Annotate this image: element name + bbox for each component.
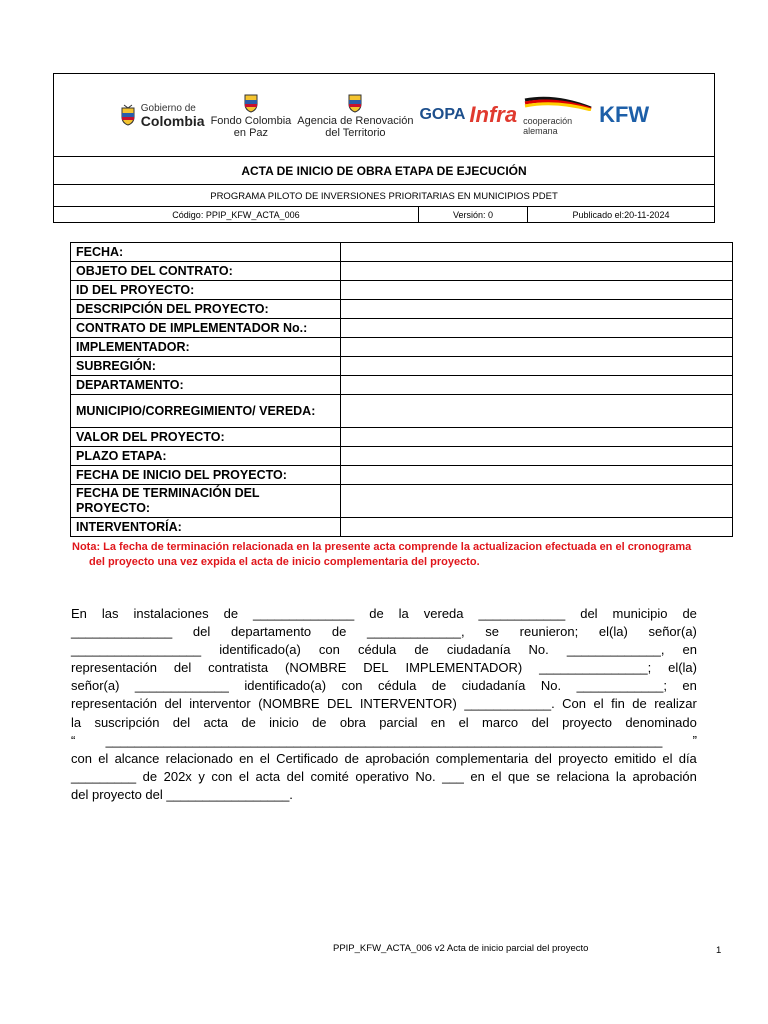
logo-text: alemana — [523, 125, 558, 136]
agencia-renovacion-logo — [297, 91, 413, 139]
table-row — [71, 485, 733, 518]
table-row — [71, 262, 733, 281]
body-paragraph — [71, 605, 697, 804]
table-row — [71, 338, 733, 357]
kfw-logo — [599, 102, 649, 128]
document-version: Versión: 0 — [419, 207, 528, 222]
paragraph-line — [71, 677, 697, 695]
field-value[interactable] — [341, 466, 733, 485]
paragraph-line — [71, 641, 697, 659]
paragraph-word: ____________; — [576, 678, 667, 694]
field-value[interactable] — [341, 395, 733, 428]
paragraph-word: del — [164, 696, 182, 712]
paragraph-word: parcial — [379, 714, 418, 730]
paragraph-word: en — [430, 714, 446, 730]
paragraph-word: de — [142, 768, 158, 784]
program-name: PROGRAMA PILOTO DE INVERSIONES PRIORITARIAS EN MUNICIPIOS PDET — [54, 185, 714, 207]
field-label: INTERVENTORÍA: — [71, 518, 341, 537]
paragraph-word: representación — [71, 660, 157, 676]
cooperacion-alemana-logo — [523, 95, 593, 136]
paragraph-word: DEL — [327, 696, 353, 712]
paragraph-line — [71, 623, 697, 641]
field-value[interactable] — [341, 243, 733, 262]
gopa-infra-logo — [419, 102, 517, 128]
paragraph-word: municipio — [612, 606, 668, 621]
paragraph-word: del proyecto del _________________. — [71, 786, 293, 802]
field-value[interactable] — [341, 518, 733, 537]
paragraph-word: proyecto — [562, 714, 612, 730]
paragraph-word: comité — [310, 768, 349, 784]
paragraph-word: DEL — [363, 660, 389, 676]
note-line: del proyecto una vez expida el acta de inicio complementaria del proyecto. — [89, 556, 480, 568]
document-code: Código: PPIP_KFW_ACTA_006 — [54, 207, 419, 222]
field-value[interactable] — [341, 300, 733, 319]
paragraph-word: ciudadanía — [446, 642, 511, 658]
table-row — [71, 357, 733, 376]
table-row — [71, 428, 733, 447]
note-line: Nota: La fecha de terminación relacionada en la presente acta comprende la actualizacion efectuada en el cronograma — [72, 541, 692, 553]
paragraph-word: No. — [528, 642, 549, 658]
paragraph-word: interventor — [189, 696, 251, 712]
table-row — [71, 376, 733, 395]
paragraph-word: departamento — [230, 624, 312, 640]
paragraph-word: alcance — [114, 750, 160, 766]
paragraph-word: se — [485, 624, 499, 640]
paragraph-word: ____________. — [464, 696, 555, 712]
paragraph-word: contratista — [208, 660, 269, 676]
paragraph-word: fin — [611, 696, 625, 712]
paragraph-word: representación — [71, 696, 157, 712]
table-row — [71, 300, 733, 319]
footer-text: PPIP_KFW_ACTA_006 v2 Acta de inicio parcial del proyecto — [333, 943, 589, 954]
table-row — [71, 281, 733, 300]
colombia-crest-icon — [242, 91, 260, 113]
paragraph-word: acta — [203, 714, 229, 730]
paragraph-word: marco — [482, 714, 519, 730]
paragraph-word: con — [341, 678, 363, 694]
paragraph-word: el — [259, 750, 270, 766]
paragraph-word: de — [632, 696, 647, 712]
paragraph-word: _________ — [71, 768, 137, 784]
paragraph-word: En — [71, 606, 87, 621]
paragraph-word: del — [580, 606, 598, 621]
logo-text: en Paz — [233, 127, 269, 139]
paragraph-word: del — [192, 624, 211, 640]
paragraph-word: aprobación — [365, 750, 430, 766]
paragraph-word: emitido — [614, 750, 657, 766]
colombia-crest-icon — [346, 91, 364, 113]
note-text — [72, 540, 712, 570]
paragraph-word: reunieron; — [519, 624, 579, 640]
paragraph-word: el(la) — [598, 624, 628, 640]
table-row — [71, 518, 733, 537]
paragraph-word: inicio — [269, 714, 299, 730]
paragraph-word: (NOMBRE — [285, 660, 347, 676]
paragraph-word: de — [223, 606, 239, 621]
paragraph-word: Con — [562, 696, 587, 712]
paragraph-word: No. — [415, 768, 436, 784]
field-label: DEPARTAMENTO: — [71, 376, 341, 395]
paragraph-word: realizar — [654, 696, 697, 712]
field-label: FECHA: — [71, 243, 341, 262]
table-row — [71, 319, 733, 338]
paragraph-word: No. — [540, 678, 562, 694]
colombia-crest-icon — [119, 104, 137, 126]
paragraph-word: obra — [339, 714, 366, 730]
paragraph-line — [71, 768, 697, 786]
table-row — [71, 243, 733, 262]
field-value[interactable] — [341, 319, 733, 338]
paragraph-line — [71, 695, 697, 713]
paragraph-word: INTERVENTOR) — [359, 696, 457, 712]
paragraph-word: del — [534, 750, 552, 766]
paragraph-word: el — [662, 750, 673, 766]
paragraph-word: IMPLEMENTADOR) — [405, 660, 523, 676]
paragraph-word: de — [431, 678, 447, 694]
paragraph-word: señor(a) — [71, 678, 120, 694]
paragraph-word: ______________ — [253, 606, 355, 621]
table-row — [71, 466, 733, 485]
paragraph-word: _______________; — [539, 660, 652, 676]
paragraph-word: del — [173, 660, 192, 676]
paragraph-word: el — [491, 768, 502, 784]
paragraph-word: complementaria — [435, 750, 529, 766]
paragraph-line — [71, 659, 697, 677]
paragraph-word: _____________, — [366, 624, 465, 640]
field-label: FECHA DE INICIO DEL PROYECTO: — [71, 466, 341, 485]
paragraph-word: 202x — [163, 768, 192, 784]
paragraph-word: aprobación — [632, 768, 697, 784]
paragraph-word: del — [531, 714, 549, 730]
paragraph-word: la — [71, 714, 82, 730]
paragraph-word: en — [682, 642, 697, 658]
paragraph-word: en — [239, 750, 254, 766]
publish-date: Publicado el:20-11-2024 — [572, 209, 670, 220]
paragraph-word: “ — [71, 732, 76, 748]
logo-bar — [54, 74, 714, 157]
field-value[interactable] — [341, 376, 733, 395]
paragraph-word: ciudadanía — [461, 678, 526, 694]
field-label: DESCRIPCIÓN DEL PROYECTO: — [71, 300, 341, 319]
paragraph-word: de — [241, 714, 256, 730]
paragraph-word: con — [71, 750, 92, 766]
field-value[interactable] — [341, 357, 733, 376]
paragraph-word: cédula — [357, 642, 397, 658]
paragraph-word: del — [286, 768, 304, 784]
logo-text: KFW — [599, 102, 650, 127]
paragraph-word: de — [414, 642, 429, 658]
paragraph-word: con — [318, 642, 340, 658]
field-label: IMPLEMENTADOR: — [71, 338, 341, 357]
paragraph-word: en — [470, 768, 485, 784]
paragraph-word: la — [615, 768, 626, 784]
field-value[interactable] — [341, 338, 733, 357]
paragraph-line — [71, 750, 697, 768]
document-title: ACTA DE INICIO DE OBRA ETAPA DE EJECUCIÓN — [54, 157, 714, 185]
paragraph-word: de — [682, 606, 697, 621]
paragraph-word: proyecto — [558, 750, 608, 766]
paragraph-word: el(la) — [668, 660, 697, 676]
paragraph-word: instalaciones — [133, 606, 209, 621]
paragraph-word: el — [458, 714, 469, 730]
logo-text: Gobierno de — [140, 103, 196, 114]
paragraph-word: __________________ — [71, 642, 202, 658]
document-meta — [54, 207, 714, 222]
page-number: 1 — [716, 945, 722, 956]
field-value[interactable] — [341, 281, 733, 300]
paragraph-word: las — [101, 606, 119, 621]
field-value[interactable] — [341, 428, 733, 447]
logo-text: Colombia — [140, 113, 205, 129]
paragraph-line — [71, 714, 697, 732]
table-row — [71, 395, 733, 428]
paragraph-word: Certificado — [276, 750, 339, 766]
paragraph-line — [71, 605, 697, 623]
paragraph-word: ______________ — [71, 624, 173, 640]
flag-swoosh-icon — [523, 95, 593, 111]
paragraph-word: el — [98, 750, 109, 766]
paragraph-word: identificado(a) — [219, 642, 301, 658]
paragraph-word: que — [508, 768, 530, 784]
field-label: SUBREGIÓN: — [71, 357, 341, 376]
paragraph-word: señor(a) — [648, 624, 697, 640]
logo-text: GOPA — [419, 106, 466, 123]
paragraph-word: ” — [692, 732, 697, 748]
field-label: ID DEL PROYECTO: — [71, 281, 341, 300]
paragraph-word: la — [398, 606, 409, 621]
logo-text: del Territorio — [325, 127, 386, 139]
paragraph-word: y — [198, 768, 205, 784]
field-label: CONTRATO DE IMPLEMENTADOR No.: — [71, 319, 341, 338]
paragraph-word: cédula — [377, 678, 417, 694]
field-value[interactable] — [341, 262, 733, 281]
paragraph-word: se — [536, 768, 550, 784]
field-label: FECHA DE TERMINACIÓN DEL PROYECTO: — [71, 485, 341, 518]
logo-text: Fondo Colombia — [210, 115, 292, 127]
gobierno-colombia-logo — [119, 102, 205, 128]
field-label: MUNICIPIO/CORREGIMIENTO/ VEREDA: — [71, 395, 341, 428]
table-row — [71, 447, 733, 466]
paragraph-word: suscripción — [94, 714, 160, 730]
paragraph-word: ____________ — [478, 606, 566, 621]
logo-text: cooperación — [523, 115, 573, 126]
paragraph-word: vereda — [423, 606, 464, 621]
project-fields-table — [70, 242, 733, 537]
paragraph-word: relaciona — [556, 768, 610, 784]
paragraph-line — [71, 786, 697, 804]
paragraph-word: el — [238, 768, 249, 784]
paragraph-word: (NOMBRE — [258, 696, 320, 712]
paragraph-word: acta — [255, 768, 281, 784]
paragraph-word: operativo — [355, 768, 409, 784]
fondo-colombia-logo — [211, 91, 292, 139]
paragraph-word: de — [312, 714, 327, 730]
field-label: OBJETO DEL CONTRATO: — [71, 262, 341, 281]
field-label: PLAZO ETAPA: — [71, 447, 341, 466]
logo-text: Infra — [469, 102, 518, 127]
field-value[interactable] — [341, 447, 733, 466]
paragraph-word: _____________ — [134, 678, 229, 694]
paragraph-word: del — [172, 714, 191, 730]
paragraph-word: identificado(a) — [244, 678, 327, 694]
field-label: VALOR DEL PROYECTO: — [71, 428, 341, 447]
logo-text: Agencia de Renovación — [297, 115, 414, 127]
paragraph-word: de — [369, 606, 384, 621]
paragraph-word: de — [344, 750, 359, 766]
paragraph-word: _____________________________________________________________________________ — [105, 732, 663, 748]
field-value[interactable] — [341, 485, 733, 518]
paragraph-line — [71, 732, 697, 750]
paragraph-word: ___ — [442, 768, 464, 784]
paragraph-word: _____________, — [566, 642, 665, 658]
document-header — [53, 73, 715, 223]
paragraph-word: de — [331, 624, 347, 640]
paragraph-word: el — [593, 696, 604, 712]
paragraph-word: con — [211, 768, 233, 784]
paragraph-word: día — [678, 750, 697, 766]
paragraph-word: denominado — [625, 714, 697, 730]
paragraph-word: relacionado — [165, 750, 233, 766]
paragraph-word: en — [682, 678, 697, 694]
